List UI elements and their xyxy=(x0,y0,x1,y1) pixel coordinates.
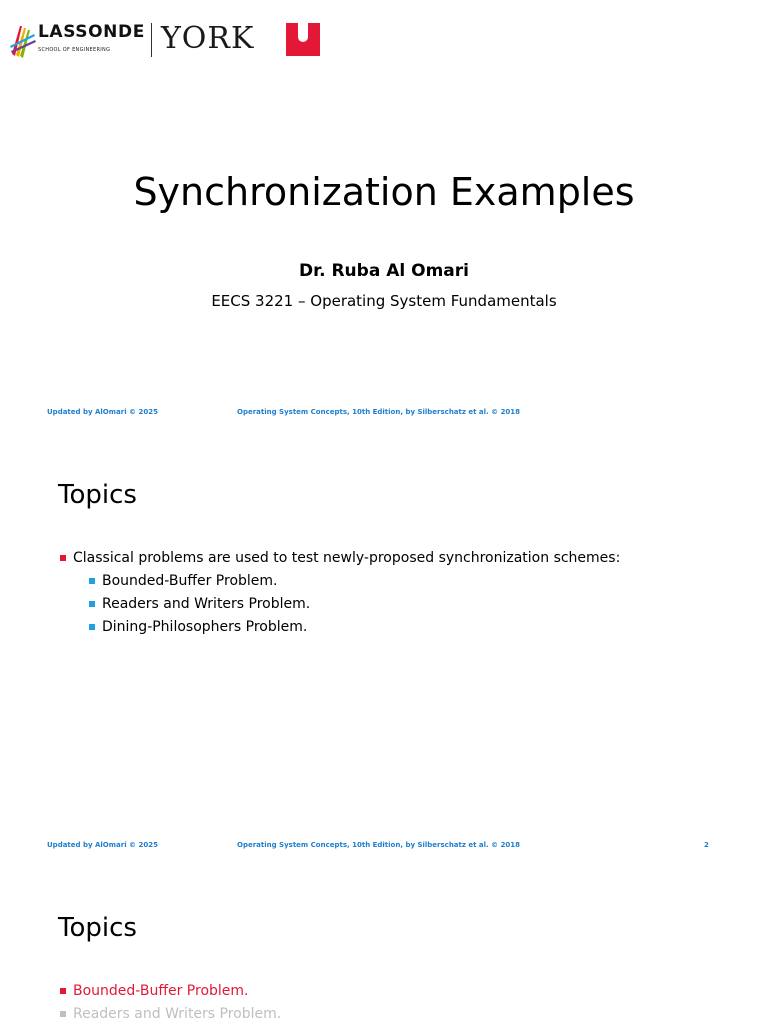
title-slide xyxy=(0,0,768,432)
course-name: EECS 3221 – Operating System Fundamentals xyxy=(211,292,557,310)
square-bullet-icon xyxy=(60,988,66,994)
bullet-item-dimmed xyxy=(58,1003,748,1024)
bullet-list xyxy=(58,547,748,639)
topics-slide xyxy=(0,433,768,865)
slide-heading: Topics xyxy=(58,480,137,510)
slide-heading: Topics xyxy=(58,913,137,943)
lassonde-wordmark: LASSONDE xyxy=(38,22,145,42)
square-bullet-icon xyxy=(89,624,95,630)
square-bullet-icon xyxy=(89,601,95,607)
bullet-text: Dining-Philosophers Problem. xyxy=(102,619,308,635)
square-bullet-icon xyxy=(60,1011,66,1017)
sub-bullet-item xyxy=(58,593,748,616)
slide-number: 2 xyxy=(704,841,709,849)
sub-bullet-item xyxy=(58,570,748,593)
footer-textbook-credit: Operating System Concepts, 10th Edition, by Silberschatz et al. © 2018 xyxy=(237,408,521,416)
york-u-icon xyxy=(286,23,320,56)
bullet-list xyxy=(58,980,748,1024)
footer-textbook-credit: Operating System Concepts, 10th Edition, by Silberschatz et al. © 2018 xyxy=(237,841,521,849)
sub-bullet-item xyxy=(58,616,748,639)
slide-footer xyxy=(0,839,768,851)
author-name: Dr. Ruba Al Omari xyxy=(299,261,469,281)
slide-footer xyxy=(0,406,768,418)
lassonde-subtitle: SCHOOL OF ENGINEERING xyxy=(38,47,111,53)
logo-divider xyxy=(151,23,152,57)
bullet-text: Bounded-Buffer Problem. xyxy=(73,983,249,999)
lassonde-york-logo xyxy=(10,20,322,60)
square-bullet-icon xyxy=(89,578,95,584)
bullet-item-active xyxy=(58,980,748,1003)
presentation-title: Synchronization Examples xyxy=(133,170,635,214)
bullet-item xyxy=(58,547,748,570)
square-bullet-icon xyxy=(60,555,66,561)
footer-updated-by: Updated by AlOmari © 2025 xyxy=(47,841,158,849)
bullet-text: Readers and Writers Problem. xyxy=(73,1006,282,1022)
lassonde-logo-mark-icon xyxy=(10,24,36,58)
topics-slide xyxy=(0,866,768,1024)
bullet-text: Readers and Writers Problem. xyxy=(102,596,311,612)
footer-updated-by: Updated by AlOmari © 2025 xyxy=(47,408,158,416)
york-wordmark: YORK xyxy=(161,21,255,56)
bullet-text: Classical problems are used to test newly-proposed synchronization schemes: xyxy=(73,550,621,566)
bullet-text: Bounded-Buffer Problem. xyxy=(102,573,278,589)
